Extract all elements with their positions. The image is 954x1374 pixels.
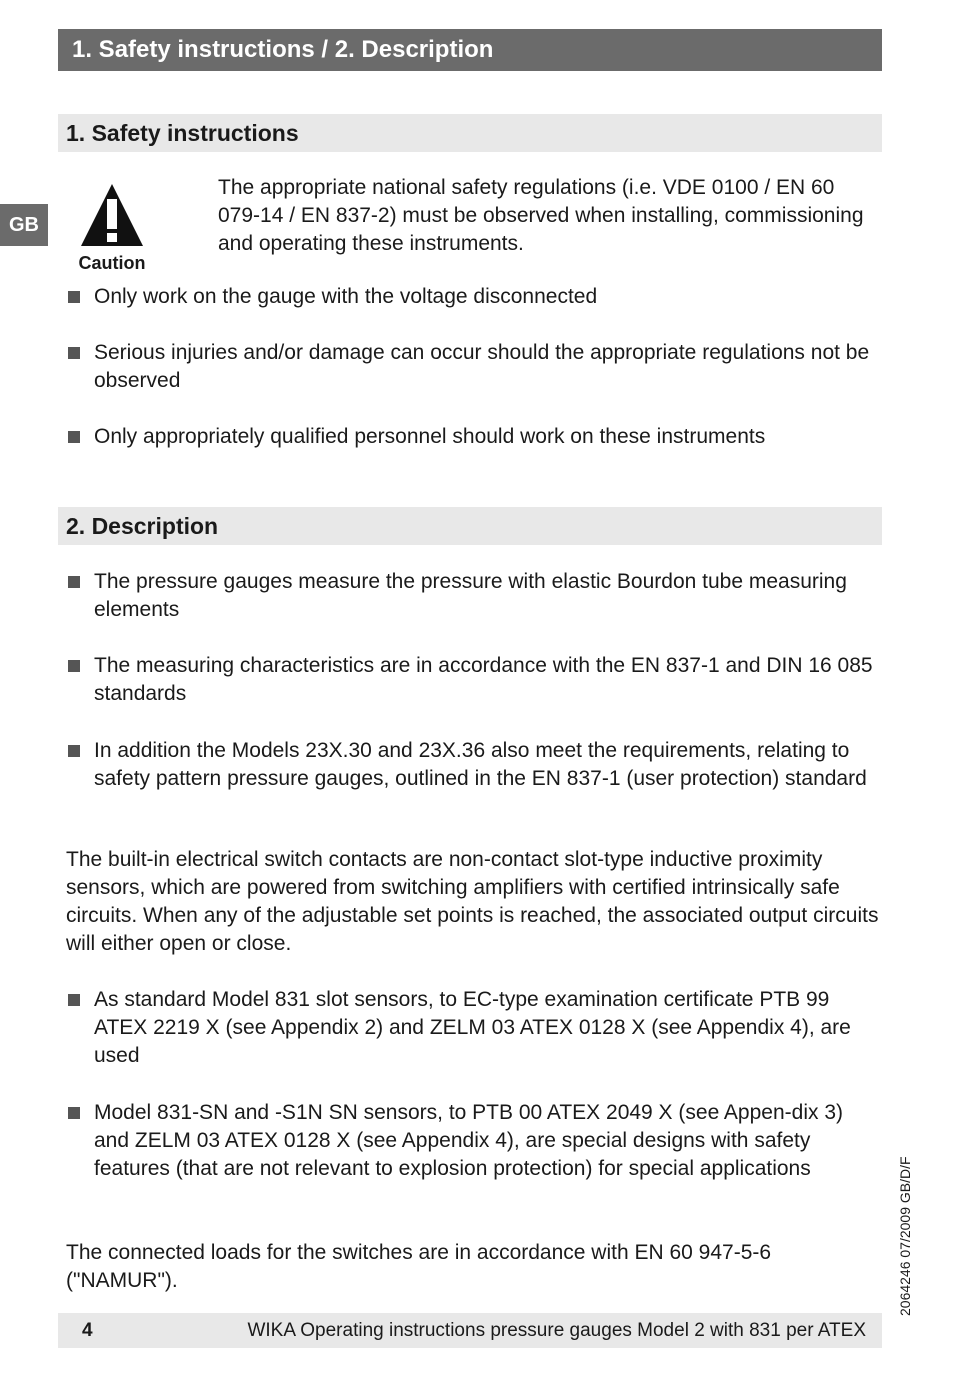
page-footer	[58, 1313, 882, 1348]
language-tab-gb: GB	[0, 204, 48, 246]
bullet-square-icon	[68, 347, 80, 359]
list-item: The pressure gauges measure the pressure with elastic Bourdon tube measuring elements	[66, 568, 882, 624]
bullet-square-icon	[68, 745, 80, 757]
caution-label: Caution	[78, 253, 146, 273]
list-item: The measuring characteristics are in accordance with the EN 837-1 and DIN 16 085 standards	[66, 652, 882, 708]
list-item: In addition the Models 23X.30 and 23X.36 also meet the requirements, relating to safety pattern pressure gauges, outlined in the EN 837-1 (user protection) standard	[66, 737, 882, 793]
document-code: 2064246 07/2009 GB/D/F	[897, 1156, 913, 1316]
description-section-heading: 2. Description	[58, 507, 882, 545]
safety-section-heading: 1. Safety instructions	[58, 114, 882, 152]
list-item: As standard Model 831 slot sensors, to EC-type examination certificate PTB 99 ATEX 2219 X (see Appendix 2) and ZELM 03 ATEX 0128 X (see Appendix 4), are used	[66, 986, 882, 1070]
caution-text: The appropriate national safety regulations (i.e. VDE 0100 / EN 60 079-14 / EN 837-2) must be observed when installing, commissioning and operating these instruments.	[218, 176, 864, 255]
connected-loads-paragraph: The connected loads for the switches are in accordance with EN 60 947-5-6 ("NAMUR").	[66, 1241, 772, 1292]
list-item: Only work on the gauge with the voltage disconnected	[66, 283, 882, 311]
bullet-square-icon	[68, 994, 80, 1006]
page-number: 4	[82, 1320, 93, 1341]
bullet-square-icon	[68, 660, 80, 672]
page-header-title: 1. Safety instructions / 2. Description	[58, 29, 882, 71]
caution-block	[70, 182, 154, 274]
list-item: Serious injuries and/or damage can occur should the appropriate regulations not be observed	[66, 339, 882, 395]
bullet-square-icon	[68, 1107, 80, 1119]
footer-text: WIKA Operating instructions pressure gauges Model 2 with 831 per ATEX	[247, 1320, 866, 1341]
warning-triangle-icon	[79, 182, 145, 248]
list-item: Only appropriately qualified personnel should work on these instruments	[66, 423, 882, 451]
list-item: Model 831-SN and -S1N SN sensors, to PTB 00 ATEX 2049 X (see Appen-dix 3) and ZELM 03 ATEX 0128 X (see Appendix 4), are special designs with safety features (that are not relevant to explosion protection) for special applications	[66, 1099, 882, 1183]
bullet-square-icon	[68, 431, 80, 443]
description-paragraph: The built-in electrical switch contacts are non-contact slot-type inductive proximity sensors, which are powered from switching amplifiers with certified intrinsically safe circuits. When any of the adjustable set points is reached, the associated output circuits will either open or close.	[66, 848, 879, 955]
bullet-square-icon	[68, 291, 80, 303]
bullet-square-icon	[68, 576, 80, 588]
